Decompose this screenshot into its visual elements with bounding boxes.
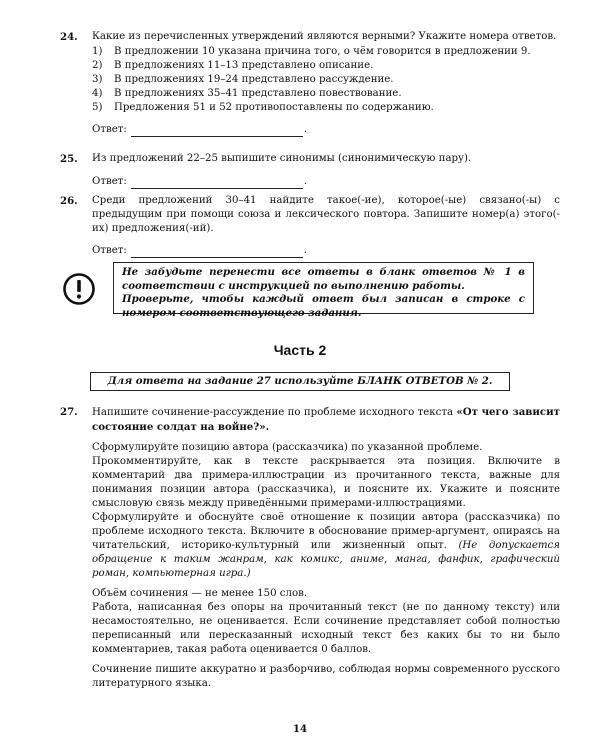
task-25 xyxy=(60,152,560,189)
task-27 xyxy=(60,405,560,691)
option-item: 4) В предложениях 35–41 представлено повествование. xyxy=(92,88,402,99)
option-item: 1) В предложении 10 указана причина того, о чём говорится в предложении 9. xyxy=(92,46,531,57)
task-question: Среди предложений 30–41 найдите такое(-ие), которое(-ые) связано(-ы) с предыдущим при помощи союза и лексического повтора. Запишите номер(а) этого(-их) предложения(-ий). xyxy=(92,195,560,234)
answer-row: Ответ: . xyxy=(92,245,308,256)
answer-label: Ответ: xyxy=(92,176,127,187)
task-number: 24. xyxy=(60,31,78,43)
task-number: 27. xyxy=(60,406,78,418)
option-item: 3) В предложениях 19–24 представлено рассуждение. xyxy=(92,74,394,85)
task-24 xyxy=(60,30,560,137)
option-item: 5) Предложения 51 и 52 противопоставлены по содержанию. xyxy=(92,102,434,113)
task-question: Какие из перечисленных утверждений являются верными? Укажите номера ответов. xyxy=(92,31,557,42)
paragraph: Сформулируйте позицию автора (рассказчика) по указанной проблеме. xyxy=(92,442,483,453)
answer-label: Ответ: xyxy=(92,245,127,256)
part-title: Часть 2 xyxy=(273,342,327,358)
exclamation-icon xyxy=(62,272,96,306)
paragraph: Работа, написанная без опоры на прочитанный текст (не по данному тексту) или несамостоятельно, не оценивается. Если сочинение представляет собой полностью переписанный или пересказанный исходный текст без каких бы то ни было комментариев, такая работа оценивается 0 баллов. xyxy=(92,602,560,655)
option-item: 2) В предложениях 11–13 представлено описание. xyxy=(92,60,374,71)
genre-note: (Не допускается обращение к таким жанрам, как комикс, аниме, манга, фанфик, графический роман, компьютерная игра.) xyxy=(92,540,560,579)
essay-topic: «От чего зависит состояние солдат на войне?». xyxy=(92,406,560,433)
option-list xyxy=(92,45,560,115)
paragraph: Сформулируйте и обоснуйте своё отношение к позиции автора (рассказчика) по проблеме исходного текста. Включите в обоснование пример-аргумент, опираясь на читательский, историко-культурный или жизненный опыт. (Не допускается обращение к таким жанрам, как комикс, аниме, манга, фанфик, графический роман, компьютерная игра.) xyxy=(92,512,560,579)
task-number: 25. xyxy=(60,153,78,165)
answer-label: Ответ: xyxy=(92,124,127,135)
task-number: 26. xyxy=(60,195,78,207)
task-26 xyxy=(60,194,560,258)
answer-row: Ответ: . xyxy=(92,124,308,135)
notice-box xyxy=(113,262,534,319)
task-question: Из предложений 22–25 выпишите синонимы (синонимическую пару). xyxy=(92,153,472,164)
paragraph: Прокомментируйте, как в тексте раскрывается эта позиция. Включите в комментарий два примера-иллюстрации из прочитанного текста, важные для понимания позиции автора (рассказчика), и поясните их. Укажите и поясните смысловую связь между приведёнными примерами-иллюстрациями. xyxy=(92,456,560,509)
answer-line[interactable] xyxy=(131,246,303,258)
task-lead: Напишите сочинение-рассуждение по проблеме исходного текста «От чего зависит состояние солдат на войне?». xyxy=(92,406,560,433)
paragraph: Сочинение пишите аккуратно и разборчиво, соблюдая нормы современного русского литературного языка. xyxy=(92,664,560,689)
answer-row: Ответ: . xyxy=(92,176,308,187)
answer-line[interactable] xyxy=(131,177,303,189)
paragraph: Объём сочинения — не менее 150 слов. xyxy=(92,588,308,599)
notice-line: Проверьте, чтобы каждый ответ был записан в строке с номером соответствующего задания. xyxy=(122,293,525,319)
notice-line: Не забудьте перенести все ответы в бланк ответов № 1 в соответствии с инструкцией по выполнению работы. xyxy=(122,266,525,292)
part-instruction-box: Для ответа на задание 27 используйте БЛАНК ОТВЕТОВ № 2. xyxy=(90,372,510,391)
answer-line[interactable] xyxy=(131,125,303,137)
page-number: 14 xyxy=(292,723,308,735)
